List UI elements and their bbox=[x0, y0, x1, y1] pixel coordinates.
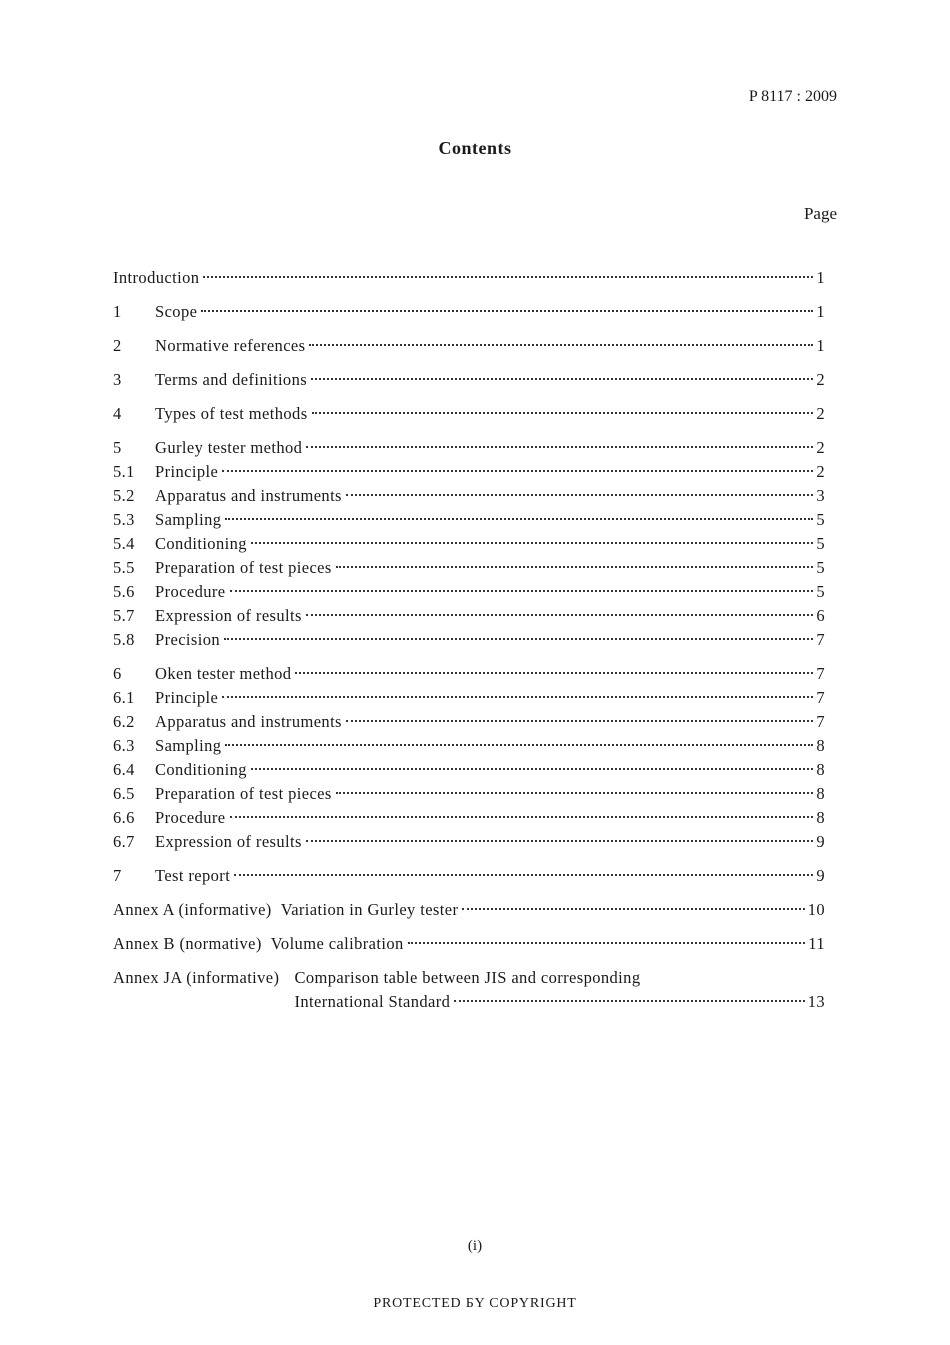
leader-dots bbox=[251, 542, 813, 544]
toc-entry-page: 7 bbox=[816, 712, 825, 731]
toc-entry-number: 6.6 bbox=[113, 808, 135, 827]
toc-entry-page: 1 bbox=[816, 268, 825, 287]
leader-dots bbox=[230, 816, 814, 818]
toc-entry[interactable] bbox=[113, 368, 825, 392]
leader-dots bbox=[306, 840, 814, 842]
toc-entry-label: Principle bbox=[155, 688, 219, 707]
toc-entry-label: Procedure bbox=[155, 582, 226, 601]
toc-entry-number: 5.1 bbox=[113, 462, 135, 481]
toc-entry-label: Scope bbox=[155, 302, 198, 321]
toc-entry-page: 8 bbox=[816, 760, 825, 779]
toc-entry-number: 6 bbox=[113, 664, 122, 683]
leader-dots bbox=[295, 672, 813, 674]
toc-entry-page: 1 bbox=[816, 336, 825, 355]
toc-entry[interactable] bbox=[113, 266, 825, 290]
toc-entry[interactable] bbox=[113, 710, 825, 734]
document-code: P 8117 : 2009 bbox=[748, 88, 837, 105]
toc-entry[interactable] bbox=[113, 830, 825, 854]
leader-dots bbox=[230, 590, 814, 592]
toc-entry-label: Introduction bbox=[113, 268, 200, 287]
table-of-contents bbox=[113, 266, 825, 1014]
leader-dots bbox=[225, 744, 813, 746]
leader-dots bbox=[234, 874, 813, 876]
toc-entry-number: 5.2 bbox=[113, 486, 135, 505]
leader-dots bbox=[312, 412, 814, 414]
toc-entry-number: 2 bbox=[113, 336, 122, 355]
leader-dots bbox=[462, 908, 804, 910]
toc-entry-page: 5 bbox=[816, 534, 825, 553]
toc-entry-label: Conditioning bbox=[155, 760, 247, 779]
toc-entry-label: Types of test methods bbox=[155, 404, 308, 423]
toc-entry[interactable] bbox=[113, 300, 825, 324]
leader-dots bbox=[346, 494, 813, 496]
toc-entry[interactable] bbox=[113, 402, 825, 426]
toc-entry-page: 8 bbox=[816, 784, 825, 803]
footer-page-number: (i) bbox=[467, 1238, 483, 1254]
toc-entry-number: 1 bbox=[113, 302, 122, 321]
toc-entry[interactable] bbox=[113, 484, 825, 508]
toc-entry-number: 6.4 bbox=[113, 760, 135, 779]
toc-entry-page: 3 bbox=[816, 486, 825, 505]
toc-entry-page: 8 bbox=[816, 808, 825, 827]
leader-dots bbox=[408, 942, 806, 944]
toc-entry[interactable] bbox=[113, 604, 825, 628]
toc-entry-label: Expression of results bbox=[155, 606, 302, 625]
toc-annex-ja[interactable] bbox=[113, 966, 825, 1014]
toc-entry-number: 5.6 bbox=[113, 582, 135, 601]
toc-entry-page: 5 bbox=[816, 510, 825, 529]
annex-title-block bbox=[294, 966, 825, 1014]
toc-entry-label: Sampling bbox=[155, 510, 222, 529]
toc-entry-label: Preparation of test pieces bbox=[155, 558, 332, 577]
leader-dots bbox=[224, 638, 813, 640]
leader-dots bbox=[222, 470, 813, 472]
toc-entry-label: Normative references bbox=[155, 336, 306, 355]
toc-entry-number: 6.5 bbox=[113, 784, 135, 803]
leader-dots bbox=[311, 378, 813, 380]
annex-prefix: Annex JA (informative) bbox=[113, 968, 280, 987]
toc-entry-number: 4 bbox=[113, 404, 122, 423]
toc-entry-page: 1 bbox=[816, 302, 825, 321]
leader-dots bbox=[336, 566, 814, 568]
toc-annex-a[interactable] bbox=[113, 898, 825, 922]
toc-entry-label: Preparation of test pieces bbox=[155, 784, 332, 803]
leader-dots bbox=[336, 792, 814, 794]
toc-entry-number: 6.2 bbox=[113, 712, 135, 731]
toc-entry-page: 6 bbox=[816, 606, 825, 625]
toc-entries bbox=[113, 266, 825, 888]
toc-entry[interactable] bbox=[113, 686, 825, 710]
annex-title: Volume calibration bbox=[270, 934, 404, 953]
leader-dots bbox=[203, 276, 813, 278]
toc-entry[interactable] bbox=[113, 806, 825, 830]
toc-entry-page: 5 bbox=[816, 582, 825, 601]
toc-entry-number: 7 bbox=[113, 866, 122, 885]
toc-entry-page: 9 bbox=[816, 866, 825, 885]
toc-entry[interactable] bbox=[113, 556, 825, 580]
toc-entry-page: 7 bbox=[816, 664, 825, 683]
toc-entry[interactable] bbox=[113, 734, 825, 758]
toc-entry-label: Apparatus and instruments bbox=[155, 486, 342, 505]
toc-entry-number: 5.7 bbox=[113, 606, 135, 625]
page-column-heading: Page bbox=[803, 204, 837, 223]
leader-dots bbox=[251, 768, 813, 770]
toc-entry-page: 9 bbox=[816, 832, 825, 851]
leader-dots bbox=[201, 310, 813, 312]
toc-entry-label: Conditioning bbox=[155, 534, 247, 553]
toc-entry-number: 5.8 bbox=[113, 630, 135, 649]
leader-dots bbox=[306, 614, 814, 616]
toc-entry[interactable] bbox=[113, 782, 825, 806]
annex-title: Variation in Gurley tester bbox=[280, 900, 459, 919]
toc-entry-page: 2 bbox=[816, 370, 825, 389]
leader-dots bbox=[306, 446, 813, 448]
toc-entry-label: Oken tester method bbox=[155, 664, 292, 683]
annex-title-line2-row bbox=[294, 990, 825, 1014]
toc-entry[interactable] bbox=[113, 436, 825, 460]
toc-entry-label: Procedure bbox=[155, 808, 226, 827]
leader-dots bbox=[225, 518, 813, 520]
leader-dots bbox=[346, 720, 813, 722]
toc-entry-number: 5.5 bbox=[113, 558, 135, 577]
toc-entry-label: Apparatus and instruments bbox=[155, 712, 342, 731]
toc-entry-page: 8 bbox=[816, 736, 825, 755]
toc-entry-page: 7 bbox=[816, 630, 825, 649]
toc-entry-label: Expression of results bbox=[155, 832, 302, 851]
toc-entry-page: 2 bbox=[816, 404, 825, 423]
toc-entry-label: Sampling bbox=[155, 736, 222, 755]
annex-page: 10 bbox=[807, 900, 825, 919]
toc-entry-number: 6.3 bbox=[113, 736, 135, 755]
toc-entry-label: Precision bbox=[155, 630, 221, 649]
toc-entry[interactable] bbox=[113, 460, 825, 484]
toc-entry[interactable] bbox=[113, 864, 825, 888]
copyright-notice: PROTECTED БY COPYRIGHT bbox=[373, 1296, 577, 1311]
toc-entry[interactable] bbox=[113, 334, 825, 358]
annex-prefix: Annex B (normative) bbox=[113, 934, 262, 953]
leader-dots bbox=[454, 1000, 804, 1002]
leader-dots bbox=[222, 696, 813, 698]
toc-entry-page: 2 bbox=[816, 438, 825, 457]
annex-title-line2: International Standard bbox=[294, 992, 451, 1011]
annex-page: 13 bbox=[807, 992, 825, 1011]
toc-entry-label: Test report bbox=[155, 866, 231, 885]
toc-entry[interactable] bbox=[113, 758, 825, 782]
toc-entry[interactable] bbox=[113, 662, 825, 686]
toc-entry-number: 5.3 bbox=[113, 510, 135, 529]
toc-entry-number: 6.7 bbox=[113, 832, 135, 851]
toc-entry-number: 3 bbox=[113, 370, 122, 389]
toc-entry-label: Principle bbox=[155, 462, 219, 481]
toc-entry-page: 7 bbox=[816, 688, 825, 707]
toc-entry-page: 5 bbox=[816, 558, 825, 577]
toc-entry[interactable] bbox=[113, 580, 825, 604]
toc-entry[interactable] bbox=[113, 532, 825, 556]
toc-entry-number: 5 bbox=[113, 438, 122, 457]
annex-page: 11 bbox=[808, 934, 825, 953]
leader-dots bbox=[309, 344, 813, 346]
toc-entry-page: 2 bbox=[816, 462, 825, 481]
toc-entry[interactable] bbox=[113, 508, 825, 532]
toc-entry-label: Terms and definitions bbox=[155, 370, 308, 389]
toc-entry-label: Gurley tester method bbox=[155, 438, 303, 457]
toc-entry-number: 6.1 bbox=[113, 688, 135, 707]
page-title: Contents bbox=[438, 138, 512, 158]
annex-prefix: Annex A (informative) bbox=[113, 900, 272, 919]
annex-title-line1: Comparison table between JIS and corresponding bbox=[294, 968, 641, 987]
toc-entry[interactable] bbox=[113, 628, 825, 652]
toc-annex-b[interactable] bbox=[113, 932, 825, 956]
toc-entry-number: 5.4 bbox=[113, 534, 135, 553]
